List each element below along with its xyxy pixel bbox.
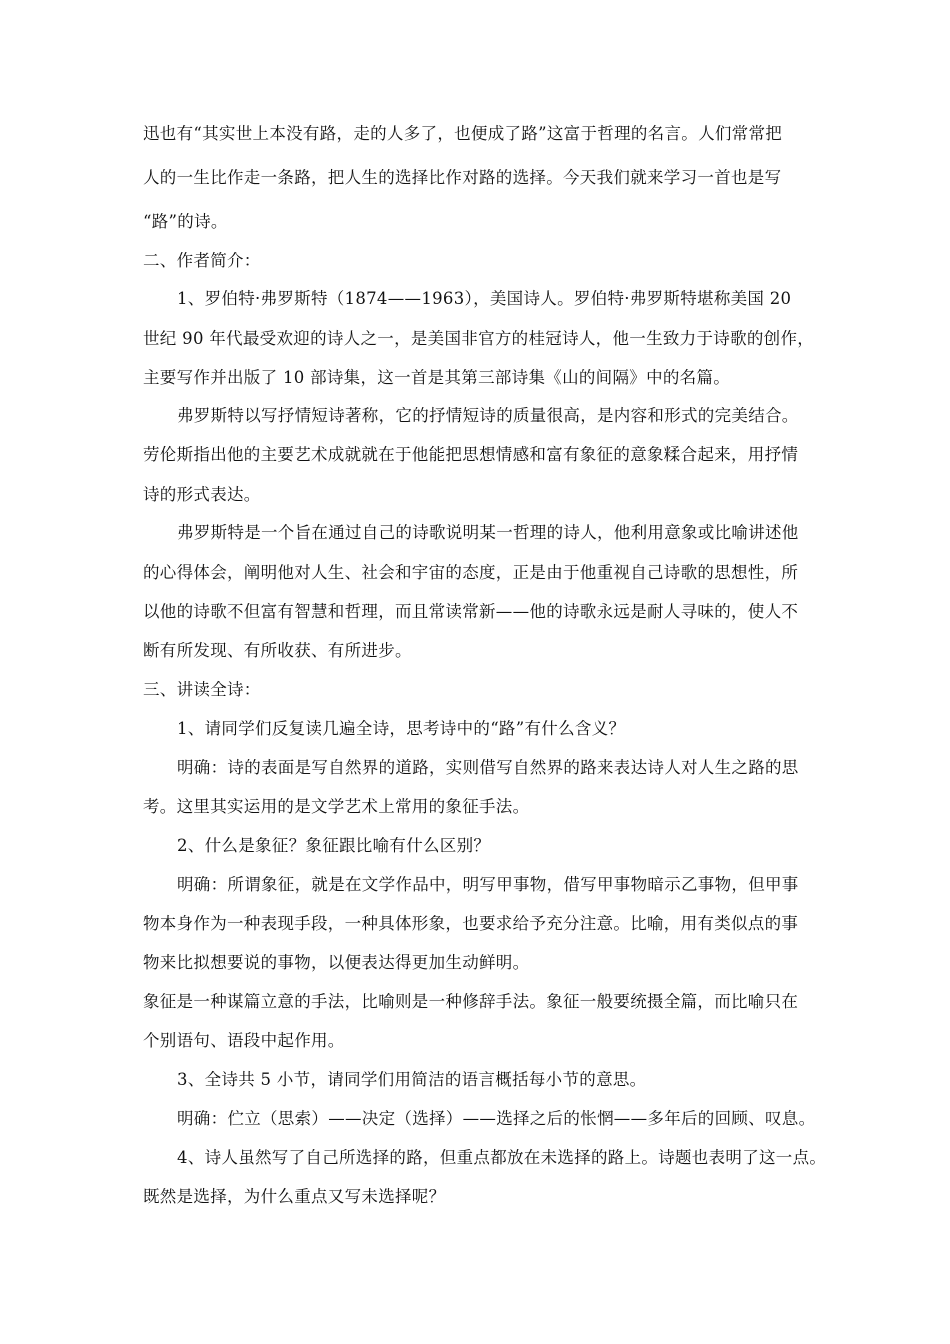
paragraph-line: 弗罗斯特以写抒情短诗著称，它的抒情短诗的质量很高，是内容和形式的完美结合。 (177, 406, 799, 425)
question-line: 既然是选择，为什么重点又写未选择呢？ (143, 1187, 446, 1206)
paragraph-line: 的心得体会，阐明他对人生、社会和宇宙的态度，正是由于他重视自己诗歌的思想性，所 (143, 563, 799, 582)
paragraph-line: 世纪 90 年代最受欢迎的诗人之一，是美国非官方的桂冠诗人，他一生致力于诗歌的创作， (143, 329, 815, 348)
paragraph-line: 个别语句、语段中起作用。 (143, 1031, 345, 1050)
paragraph-line: 断有所发现、有所收获、有所进步。 (143, 641, 412, 660)
question-line: 2、什么是象征？象征跟比喻有什么区别？ (177, 836, 491, 855)
section-heading: 三、讲读全诗： (143, 680, 261, 699)
paragraph-line: 诗的形式表达。 (143, 485, 261, 504)
paragraph-line: 迅也有“其实世上本没有路，走的人多了，也便成了路”这富于哲理的名言。人们常常把 (143, 124, 783, 143)
paragraph-line: 1、罗伯特·弗罗斯特（1874——1963），美国诗人。罗伯特·弗罗斯特堪称美国 20 (177, 289, 792, 308)
answer-line: 明确：伫立（思索）——决定（选择）——选择之后的怅惘——多年后的回顾、叹息。 (177, 1109, 816, 1128)
question-line: 1、请同学们反复读几遍全诗，思考诗中的“路”有什么含义？ (177, 719, 626, 738)
answer-line: 考。这里其实运用的是文学艺术上常用的象征手法。 (143, 797, 530, 816)
paragraph-line: “路”的诗。 (143, 212, 228, 231)
question-line: 4、诗人虽然写了自己所选择的路，但重点都放在未选择的路上。诗题也表明了这一点。 (177, 1148, 827, 1167)
paragraph-line: 弗罗斯特是一个旨在通过自己的诗歌说明某一哲理的诗人，他利用意象或比喻讲述他 (177, 523, 799, 542)
answer-line: 物本身作为一种表现手段，一种具体形象，也要求给予充分注意。比喻，用有类似点的事 (143, 914, 799, 933)
paragraph-line: 劳伦斯指出他的主要艺术成就就在于他能把思想情感和富有象征的意象糅合起来，用抒情 (143, 445, 799, 464)
paragraph-line: 主要写作并出版了 10 部诗集，这一首是其第三部诗集《山的间隔》中的名篇。 (143, 368, 731, 387)
answer-line: 明确：所谓象征，就是在文学作品中，明写甲事物，借写甲事物暗示乙事物，但甲事 (177, 875, 799, 894)
answer-line: 物来比拟想要说的事物，以便表达得更加生动鲜明。 (143, 953, 530, 972)
paragraph-line: 人的一生比作走一条路，把人生的选择比作对路的选择。今天我们就来学习一首也是写 (143, 168, 782, 187)
section-heading: 二、作者简介： (143, 251, 261, 270)
paragraph-line: 以他的诗歌不但富有智慧和哲理，而且常读常新——他的诗歌永远是耐人寻味的，使人不 (143, 602, 799, 621)
answer-line: 明确：诗的表面是写自然界的道路，实则借写自然界的路来表达诗人对人生之路的思 (177, 758, 799, 777)
paragraph-line: 象征是一种谋篇立意的手法，比喻则是一种修辞手法。象征一般要统摄全篇，而比喻只在 (143, 992, 799, 1011)
question-line: 3、全诗共 5 小节，请同学们用简洁的语言概括每小节的意思。 (177, 1070, 647, 1089)
